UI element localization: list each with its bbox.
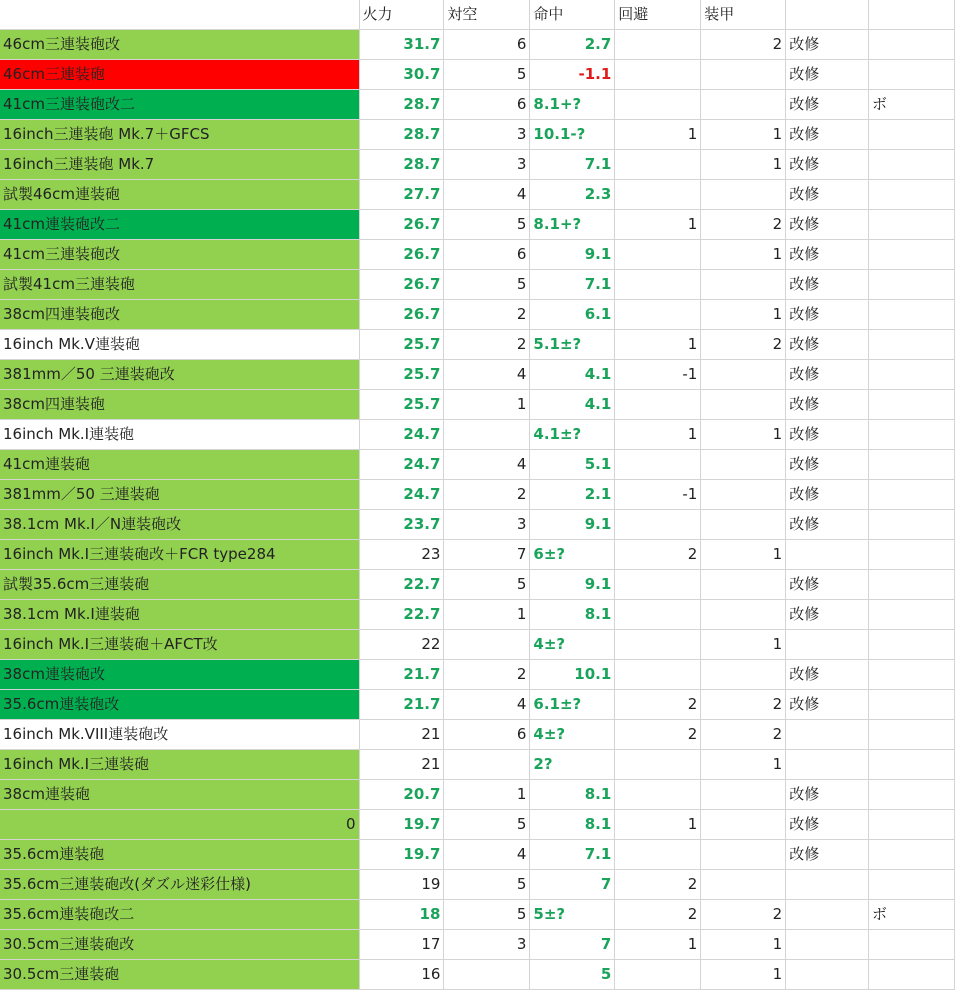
cell-bonus[interactable]	[868, 630, 954, 660]
header-cell-anti-air[interactable]: 対空	[444, 0, 530, 30]
cell-armor[interactable]	[701, 450, 786, 480]
cell-firepower[interactable]: 30.7	[359, 60, 444, 90]
table-row	[0, 630, 955, 660]
header-cell-accuracy[interactable]: 命中	[530, 0, 615, 30]
cell-armor[interactable]: 1	[701, 750, 786, 780]
cell-armor[interactable]	[701, 660, 786, 690]
cell-accuracy[interactable]: 6±?	[530, 540, 615, 570]
cell-anti-air[interactable]: 5	[444, 60, 530, 90]
cell-accuracy[interactable]: 5±?	[530, 900, 615, 930]
table-row	[0, 870, 955, 900]
cell-accuracy[interactable]: 9.1	[530, 570, 615, 600]
cell-bonus[interactable]	[868, 150, 954, 180]
cell-anti-air[interactable]: 2	[444, 300, 530, 330]
cell-anti-air[interactable]: 1	[444, 600, 530, 630]
cell-accuracy[interactable]: 5.1±?	[530, 330, 615, 360]
cell-armor[interactable]: 2	[701, 210, 786, 240]
cell-anti-air[interactable]: 6	[444, 240, 530, 270]
cell-firepower[interactable]: 26.7	[359, 300, 444, 330]
cell-firepower[interactable]: 25.7	[359, 360, 444, 390]
cell-anti-air[interactable]	[444, 630, 530, 660]
cell-anti-air[interactable]: 5	[444, 810, 530, 840]
cell-armor[interactable]: 1	[701, 420, 786, 450]
cell-anti-air[interactable]: 1	[444, 390, 530, 420]
cell-armor[interactable]: 2	[701, 30, 786, 60]
cell-evasion[interactable]	[615, 750, 701, 780]
cell-improvement[interactable]: 改修	[786, 450, 869, 480]
cell-firepower[interactable]: 21.7	[359, 660, 444, 690]
cell-improvement[interactable]	[786, 630, 869, 660]
table-row	[0, 570, 955, 600]
cell-improvement[interactable]: 改修	[786, 120, 869, 150]
table-row	[0, 690, 955, 720]
cell-bonus[interactable]	[868, 840, 954, 870]
table-row	[0, 810, 955, 840]
cell-bonus[interactable]	[868, 180, 954, 210]
cell-anti-air[interactable]: 3	[444, 150, 530, 180]
cell-evasion[interactable]: 2	[615, 690, 701, 720]
cell-weapon-name[interactable]: 0	[0, 810, 359, 840]
cell-evasion[interactable]	[615, 450, 701, 480]
cell-anti-air[interactable]: 2	[444, 660, 530, 690]
cell-improvement[interactable]: 改修	[786, 810, 869, 840]
cell-firepower[interactable]: 22.7	[359, 570, 444, 600]
cell-improvement[interactable]: 改修	[786, 660, 869, 690]
cell-improvement[interactable]: 改修	[786, 90, 869, 120]
cell-evasion[interactable]	[615, 960, 701, 990]
header-cell-evasion[interactable]: 回避	[615, 0, 701, 30]
table-row	[0, 600, 955, 630]
table-row	[0, 270, 955, 300]
cell-improvement[interactable]	[786, 930, 869, 960]
cell-accuracy[interactable]: 7.1	[530, 840, 615, 870]
cell-firepower[interactable]: 23	[359, 540, 444, 570]
cell-improvement[interactable]: 改修	[786, 570, 869, 600]
cell-bonus[interactable]	[868, 360, 954, 390]
cell-anti-air[interactable]: 2	[444, 330, 530, 360]
table-row	[0, 480, 955, 510]
cell-firepower[interactable]: 21	[359, 720, 444, 750]
cell-anti-air[interactable]: 3	[444, 510, 530, 540]
cell-anti-air[interactable]: 6	[444, 720, 530, 750]
cell-bonus[interactable]	[868, 390, 954, 420]
cell-bonus[interactable]: ボ	[868, 900, 954, 930]
cell-anti-air[interactable]: 4	[444, 840, 530, 870]
cell-firepower[interactable]: 19.7	[359, 840, 444, 870]
cell-evasion[interactable]	[615, 570, 701, 600]
cell-anti-air[interactable]: 6	[444, 30, 530, 60]
cell-bonus[interactable]	[868, 690, 954, 720]
cell-improvement[interactable]	[786, 720, 869, 750]
cell-armor[interactable]	[701, 570, 786, 600]
cell-evasion[interactable]	[615, 840, 701, 870]
cell-improvement[interactable]: 改修	[786, 270, 869, 300]
cell-firepower[interactable]: 28.7	[359, 150, 444, 180]
cell-improvement[interactable]: 改修	[786, 210, 869, 240]
cell-accuracy[interactable]: 8.1	[530, 600, 615, 630]
table-row	[0, 120, 955, 150]
cell-armor[interactable]	[701, 180, 786, 210]
cell-firepower[interactable]: 17	[359, 930, 444, 960]
cell-firepower[interactable]: 25.7	[359, 390, 444, 420]
cell-weapon-name[interactable]: 16inch Mk.I三連装砲改＋FCR type284	[0, 540, 359, 570]
header-cell-blank-8[interactable]	[868, 0, 954, 30]
cell-firepower[interactable]: 24.7	[359, 480, 444, 510]
cell-bonus[interactable]	[868, 60, 954, 90]
cell-firepower[interactable]: 28.7	[359, 120, 444, 150]
cell-firepower[interactable]: 19	[359, 870, 444, 900]
table-row	[0, 780, 955, 810]
cell-weapon-name[interactable]: 41cm三連装砲改	[0, 240, 359, 270]
cell-accuracy[interactable]: 4.1±?	[530, 420, 615, 450]
table-row	[0, 900, 955, 930]
table-row	[0, 330, 955, 360]
cell-armor[interactable]: 1	[701, 630, 786, 660]
cell-armor[interactable]: 2	[701, 900, 786, 930]
cell-firepower[interactable]: 21.7	[359, 690, 444, 720]
cell-armor[interactable]: 2	[701, 720, 786, 750]
cell-firepower[interactable]: 24.7	[359, 420, 444, 450]
cell-accuracy[interactable]: 2?	[530, 750, 615, 780]
table-row	[0, 210, 955, 240]
table-row	[0, 840, 955, 870]
cell-evasion[interactable]	[615, 300, 701, 330]
cell-evasion[interactable]	[615, 90, 701, 120]
cell-improvement[interactable]	[786, 540, 869, 570]
cell-bonus[interactable]	[868, 270, 954, 300]
cell-weapon-name[interactable]: 38cm連装砲	[0, 780, 359, 810]
cell-accuracy[interactable]: 5	[530, 960, 615, 990]
cell-armor[interactable]	[701, 480, 786, 510]
cell-firepower[interactable]: 16	[359, 960, 444, 990]
header-cell-blank-7[interactable]	[786, 0, 869, 30]
cell-accuracy[interactable]: 4.1	[530, 360, 615, 390]
header-cell-firepower[interactable]: 火力	[359, 0, 444, 30]
cell-anti-air[interactable]	[444, 750, 530, 780]
cell-weapon-name[interactable]: 16inch Mk.VIII連装砲改	[0, 720, 359, 750]
cell-accuracy[interactable]: 7.1	[530, 270, 615, 300]
cell-armor[interactable]	[701, 840, 786, 870]
cell-accuracy[interactable]: 10.1-?	[530, 120, 615, 150]
cell-evasion[interactable]	[615, 150, 701, 180]
cell-improvement[interactable]: 改修	[786, 360, 869, 390]
cell-weapon-name[interactable]: 16inch三連装砲 Mk.7	[0, 150, 359, 180]
cell-anti-air[interactable]: 5	[444, 870, 530, 900]
cell-evasion[interactable]	[615, 630, 701, 660]
cell-evasion[interactable]: 2	[615, 870, 701, 900]
cell-bonus[interactable]	[868, 600, 954, 630]
cell-improvement[interactable]: 改修	[786, 180, 869, 210]
cell-weapon-name[interactable]: 41cm連装砲	[0, 450, 359, 480]
cell-bonus[interactable]	[868, 780, 954, 810]
cell-accuracy[interactable]: 7.1	[530, 150, 615, 180]
cell-anti-air[interactable]: 2	[444, 480, 530, 510]
cell-accuracy[interactable]: 7	[530, 870, 615, 900]
table-row	[0, 720, 955, 750]
cell-bonus[interactable]	[868, 300, 954, 330]
cell-firepower[interactable]: 28.7	[359, 90, 444, 120]
header-cell-name[interactable]	[0, 0, 359, 30]
cell-accuracy[interactable]: 2.1	[530, 480, 615, 510]
cell-armor[interactable]	[701, 600, 786, 630]
table-row	[0, 930, 955, 960]
cell-improvement[interactable]: 改修	[786, 510, 869, 540]
cell-anti-air[interactable]: 3	[444, 930, 530, 960]
cell-accuracy[interactable]: 7	[530, 930, 615, 960]
cell-weapon-name[interactable]: 35.6cm三連装砲改(ダズル迷彩仕様)	[0, 870, 359, 900]
cell-improvement[interactable]: 改修	[786, 600, 869, 630]
cell-improvement[interactable]	[786, 750, 869, 780]
cell-anti-air[interactable]: 4	[444, 450, 530, 480]
cell-weapon-name[interactable]: 46cm三連装砲	[0, 60, 359, 90]
cell-accuracy[interactable]: 2.3	[530, 180, 615, 210]
cell-anti-air[interactable]: 5	[444, 900, 530, 930]
cell-accuracy[interactable]: 4±?	[530, 720, 615, 750]
cell-anti-air[interactable]: 6	[444, 90, 530, 120]
cell-weapon-name[interactable]: 30.5cm三連装砲	[0, 960, 359, 990]
cell-anti-air[interactable]: 5	[444, 210, 530, 240]
cell-bonus[interactable]	[868, 540, 954, 570]
cell-firepower[interactable]: 18	[359, 900, 444, 930]
table-row	[0, 150, 955, 180]
cell-firepower[interactable]: 26.7	[359, 240, 444, 270]
cell-weapon-name[interactable]: 16inch Mk.V連装砲	[0, 330, 359, 360]
cell-evasion[interactable]: 1	[615, 930, 701, 960]
cell-anti-air[interactable]: 7	[444, 540, 530, 570]
cell-improvement[interactable]: 改修	[786, 690, 869, 720]
cell-evasion[interactable]: -1	[615, 480, 701, 510]
cell-evasion[interactable]	[615, 390, 701, 420]
cell-anti-air[interactable]: 1	[444, 780, 530, 810]
cell-armor[interactable]: 1	[701, 150, 786, 180]
cell-bonus[interactable]	[868, 330, 954, 360]
cell-armor[interactable]: 2	[701, 330, 786, 360]
cell-weapon-name[interactable]: 38cm連装砲改	[0, 660, 359, 690]
cell-accuracy[interactable]: 6.1	[530, 300, 615, 330]
cell-armor[interactable]: 1	[701, 540, 786, 570]
cell-anti-air[interactable]: 4	[444, 180, 530, 210]
table-row	[0, 360, 955, 390]
cell-armor[interactable]	[701, 780, 786, 810]
cell-anti-air[interactable]	[444, 960, 530, 990]
cell-armor[interactable]: 1	[701, 930, 786, 960]
cell-evasion[interactable]: 2	[615, 540, 701, 570]
cell-firepower[interactable]: 22.7	[359, 600, 444, 630]
cell-weapon-name[interactable]: 381mm／50 三連装砲	[0, 480, 359, 510]
cell-accuracy[interactable]: 8.1	[530, 810, 615, 840]
cell-bonus[interactable]	[868, 720, 954, 750]
cell-weapon-name[interactable]: 試製41cm三連装砲	[0, 270, 359, 300]
cell-armor[interactable]	[701, 270, 786, 300]
cell-accuracy[interactable]: 9.1	[530, 510, 615, 540]
cell-bonus[interactable]	[868, 480, 954, 510]
cell-evasion[interactable]: 2	[615, 720, 701, 750]
table-row	[0, 240, 955, 270]
cell-evasion[interactable]	[615, 600, 701, 630]
table-row	[0, 540, 955, 570]
cell-bonus[interactable]	[868, 210, 954, 240]
cell-anti-air[interactable]	[444, 420, 530, 450]
table-row	[0, 300, 955, 330]
cell-firepower[interactable]: 31.7	[359, 30, 444, 60]
cell-weapon-name[interactable]: 41cm連装砲改二	[0, 210, 359, 240]
table-row	[0, 960, 955, 990]
cell-accuracy[interactable]: 10.1	[530, 660, 615, 690]
cell-bonus[interactable]	[868, 420, 954, 450]
cell-anti-air[interactable]: 4	[444, 690, 530, 720]
cell-weapon-name[interactable]: 38.1cm Mk.I／N連装砲改	[0, 510, 359, 540]
cell-weapon-name[interactable]: 35.6cm連装砲	[0, 840, 359, 870]
cell-weapon-name[interactable]: 41cm三連装砲改二	[0, 90, 359, 120]
cell-accuracy[interactable]: 8.1+?	[530, 90, 615, 120]
cell-improvement[interactable]: 改修	[786, 390, 869, 420]
cell-armor[interactable]: 1	[701, 960, 786, 990]
cell-evasion[interactable]	[615, 270, 701, 300]
cell-evasion[interactable]: 1	[615, 810, 701, 840]
cell-accuracy[interactable]: 8.1+?	[530, 210, 615, 240]
cell-evasion[interactable]	[615, 180, 701, 210]
cell-bonus[interactable]	[868, 810, 954, 840]
cell-armor[interactable]	[701, 60, 786, 90]
cell-weapon-name[interactable]: 30.5cm三連装砲改	[0, 930, 359, 960]
cell-bonus[interactable]	[868, 120, 954, 150]
cell-firepower[interactable]: 27.7	[359, 180, 444, 210]
table-row	[0, 750, 955, 780]
cell-improvement[interactable]: 改修	[786, 60, 869, 90]
cell-firepower[interactable]: 21	[359, 750, 444, 780]
cell-weapon-name[interactable]: 試製46cm連装砲	[0, 180, 359, 210]
cell-accuracy[interactable]: 9.1	[530, 240, 615, 270]
cell-armor[interactable]: 2	[701, 690, 786, 720]
cell-improvement[interactable]	[786, 900, 869, 930]
cell-evasion[interactable]: 1	[615, 420, 701, 450]
cell-weapon-name[interactable]: 35.6cm連装砲改二	[0, 900, 359, 930]
cell-weapon-name[interactable]: 16inch三連装砲 Mk.7＋GFCS	[0, 120, 359, 150]
cell-anti-air[interactable]: 5	[444, 570, 530, 600]
table-row	[0, 60, 955, 90]
cell-bonus[interactable]	[868, 30, 954, 60]
cell-improvement[interactable]: 改修	[786, 840, 869, 870]
cell-bonus[interactable]	[868, 510, 954, 540]
cell-improvement[interactable]: 改修	[786, 420, 869, 450]
cell-armor[interactable]: 1	[701, 300, 786, 330]
cell-firepower[interactable]: 22	[359, 630, 444, 660]
header-row	[0, 0, 955, 30]
cell-bonus[interactable]	[868, 240, 954, 270]
cell-armor[interactable]	[701, 810, 786, 840]
table-row	[0, 390, 955, 420]
cell-evasion[interactable]	[615, 30, 701, 60]
cell-bonus[interactable]	[868, 930, 954, 960]
cell-accuracy[interactable]: 2.7	[530, 30, 615, 60]
table-row	[0, 30, 955, 60]
cell-armor[interactable]: 1	[701, 240, 786, 270]
cell-armor[interactable]	[701, 510, 786, 540]
cell-accuracy[interactable]: -1.1	[530, 60, 615, 90]
cell-improvement[interactable]: 改修	[786, 300, 869, 330]
cell-weapon-name[interactable]: 試製35.6cm三連装砲	[0, 570, 359, 600]
cell-weapon-name[interactable]: 38cm四連装砲	[0, 390, 359, 420]
cell-weapon-name[interactable]: 46cm三連装砲改	[0, 30, 359, 60]
cell-anti-air[interactable]: 5	[444, 270, 530, 300]
cell-accuracy[interactable]: 4±?	[530, 630, 615, 660]
cell-evasion[interactable]	[615, 780, 701, 810]
cell-improvement[interactable]: 改修	[786, 240, 869, 270]
table-row	[0, 450, 955, 480]
cell-anti-air[interactable]: 4	[444, 360, 530, 390]
cell-bonus[interactable]	[868, 570, 954, 600]
cell-weapon-name[interactable]: 38cm四連装砲改	[0, 300, 359, 330]
cell-armor[interactable]	[701, 90, 786, 120]
cell-bonus[interactable]	[868, 870, 954, 900]
cell-weapon-name[interactable]: 16inch Mk.I三連装砲	[0, 750, 359, 780]
cell-bonus[interactable]	[868, 750, 954, 780]
cell-evasion[interactable]	[615, 660, 701, 690]
cell-firepower[interactable]: 20.7	[359, 780, 444, 810]
cell-firepower[interactable]: 19.7	[359, 810, 444, 840]
cell-weapon-name[interactable]: 35.6cm連装砲改	[0, 690, 359, 720]
cell-firepower[interactable]: 23.7	[359, 510, 444, 540]
cell-accuracy[interactable]: 8.1	[530, 780, 615, 810]
table-row	[0, 510, 955, 540]
cell-evasion[interactable]	[615, 240, 701, 270]
cell-anti-air[interactable]: 3	[444, 120, 530, 150]
cell-evasion[interactable]: 1	[615, 330, 701, 360]
cell-improvement[interactable]: 改修	[786, 780, 869, 810]
cell-improvement[interactable]: 改修	[786, 30, 869, 60]
cell-accuracy[interactable]: 5.1	[530, 450, 615, 480]
cell-evasion[interactable]: 1	[615, 120, 701, 150]
cell-improvement[interactable]	[786, 870, 869, 900]
cell-evasion[interactable]: 1	[615, 210, 701, 240]
cell-armor[interactable]: 1	[701, 120, 786, 150]
cell-weapon-name[interactable]: 381mm／50 三連装砲改	[0, 360, 359, 390]
cell-armor[interactable]	[701, 870, 786, 900]
table-row	[0, 90, 955, 120]
cell-weapon-name[interactable]: 16inch Mk.I三連装砲＋AFCT改	[0, 630, 359, 660]
cell-bonus[interactable]	[868, 660, 954, 690]
cell-accuracy[interactable]: 4.1	[530, 390, 615, 420]
cell-evasion[interactable]	[615, 60, 701, 90]
header-cell-armor[interactable]: 装甲	[701, 0, 786, 30]
cell-weapon-name[interactable]: 38.1cm Mk.I連装砲	[0, 600, 359, 630]
cell-firepower[interactable]: 26.7	[359, 270, 444, 300]
cell-bonus[interactable]: ボ	[868, 90, 954, 120]
cell-firepower[interactable]: 25.7	[359, 330, 444, 360]
cell-accuracy[interactable]: 6.1±?	[530, 690, 615, 720]
cell-evasion[interactable]: 2	[615, 900, 701, 930]
cell-bonus[interactable]	[868, 960, 954, 990]
cell-improvement[interactable]	[786, 960, 869, 990]
table-row	[0, 180, 955, 210]
cell-firepower[interactable]: 24.7	[359, 450, 444, 480]
cell-evasion[interactable]: -1	[615, 360, 701, 390]
cell-bonus[interactable]	[868, 450, 954, 480]
cell-weapon-name[interactable]: 16inch Mk.I連装砲	[0, 420, 359, 450]
table-row	[0, 420, 955, 450]
cell-evasion[interactable]	[615, 510, 701, 540]
cell-firepower[interactable]: 26.7	[359, 210, 444, 240]
cell-improvement[interactable]: 改修	[786, 480, 869, 510]
cell-improvement[interactable]: 改修	[786, 150, 869, 180]
cell-armor[interactable]	[701, 390, 786, 420]
cell-improvement[interactable]: 改修	[786, 330, 869, 360]
table-row	[0, 660, 955, 690]
cell-armor[interactable]	[701, 360, 786, 390]
